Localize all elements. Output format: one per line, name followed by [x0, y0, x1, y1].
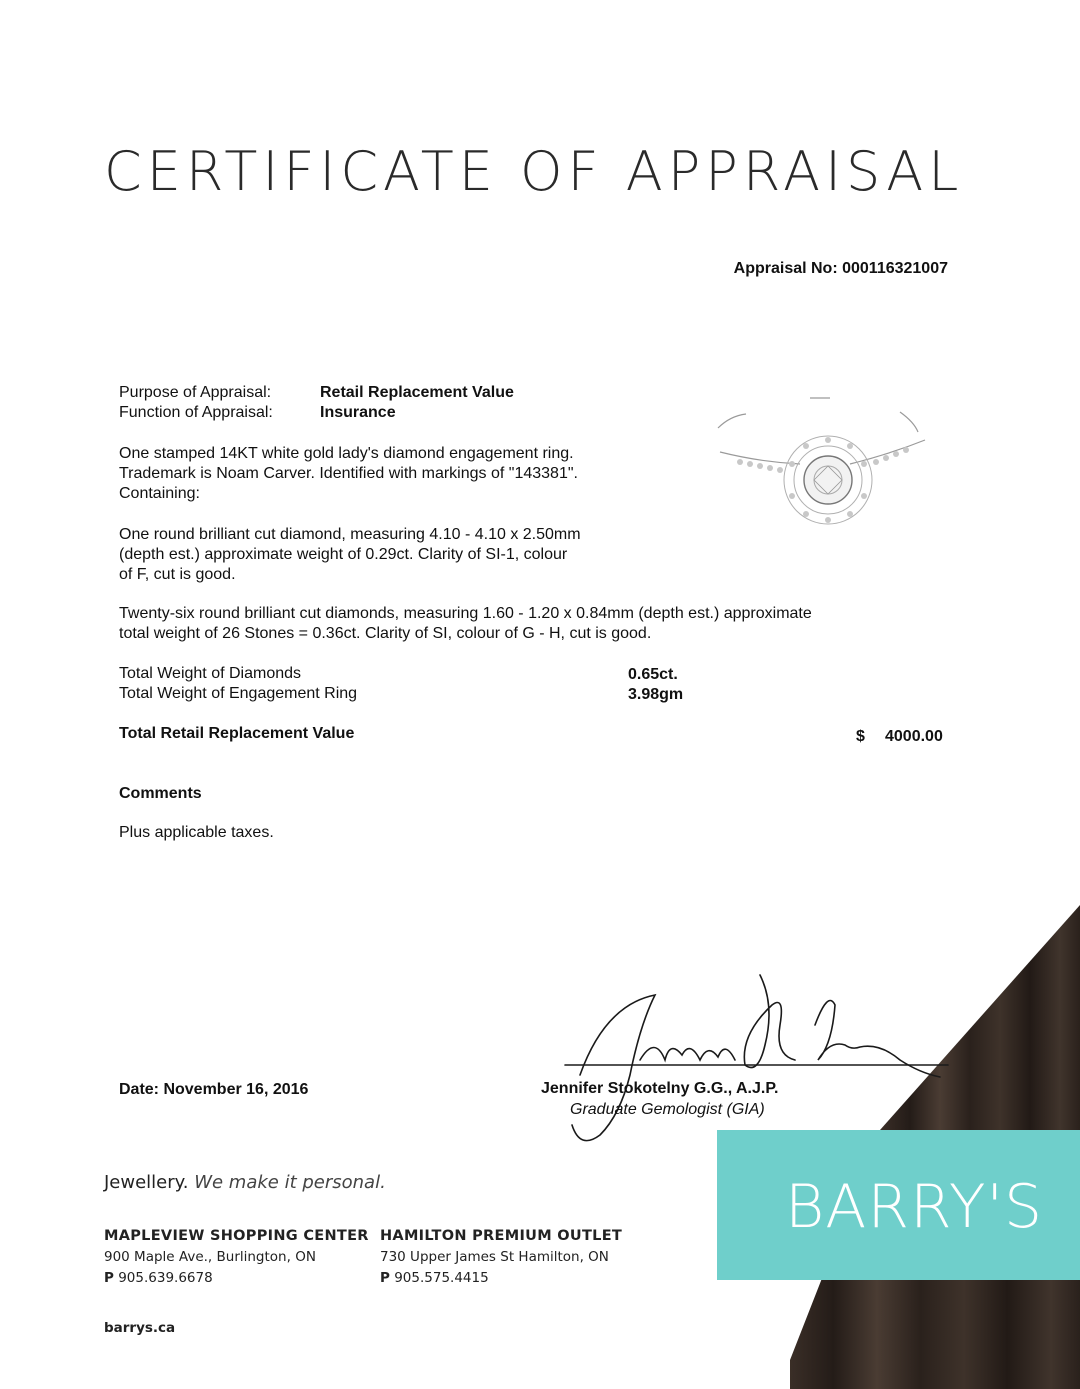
- purpose-label: Purpose of Appraisal:: [119, 384, 272, 401]
- function-value: Insurance: [320, 404, 396, 421]
- description-line: Containing:: [119, 485, 200, 502]
- store-name: MAPLEVIEW SHOPPING CENTER: [104, 1228, 369, 1244]
- phone-number: 905.575.4415: [394, 1270, 489, 1286]
- page-title: CERTIFICATE OF APPRAISAL: [104, 140, 964, 203]
- store-name: HAMILTON PREMIUM OUTLET: [380, 1228, 623, 1244]
- appraisal-date: Date: November 16, 2016: [119, 1081, 309, 1098]
- appraiser-title: Graduate Gemologist (GIA): [570, 1101, 765, 1118]
- purpose-value: Retail Replacement Value: [320, 384, 514, 401]
- phone-prefix: P: [380, 1270, 390, 1286]
- tagline-lead: Jewellery.: [104, 1172, 189, 1193]
- signature: [560, 965, 950, 1155]
- ring-weight-value: 3.98gm: [628, 686, 684, 703]
- tagline-rest: We make it personal.: [194, 1172, 386, 1193]
- ring-photo: [700, 392, 940, 562]
- brand-logo: BARRY'S: [785, 1172, 1044, 1242]
- store-hamilton: [380, 1226, 622, 1289]
- diamond-weight-value: 0.65ct.: [628, 666, 678, 683]
- side-stones-line: total weight of 26 Stones = 0.36ct. Clarity of SI, colour of G - H, cut is good.: [119, 625, 652, 642]
- ring-weight-label: Total Weight of Engagement Ring: [119, 685, 358, 702]
- retail-value-label: Total Retail Replacement Value: [119, 725, 355, 742]
- store-address: 900 Maple Ave., Burlington, ON: [104, 1249, 316, 1265]
- store-mapleview: [104, 1226, 369, 1289]
- diamond-weight-label: Total Weight of Diamonds: [119, 665, 302, 682]
- comments-heading: Comments: [119, 785, 202, 802]
- appraisal-number: Appraisal No: 000116321007: [733, 260, 948, 277]
- center-stone-line: of F, cut is good.: [119, 566, 236, 583]
- center-stone-line: (depth est.) approximate weight of 0.29ct. Clarity of SI-1, colour: [119, 546, 568, 563]
- phone-prefix: P: [104, 1270, 114, 1286]
- function-label: Function of Appraisal:: [119, 404, 273, 421]
- website-link[interactable]: barrys.ca: [104, 1320, 176, 1336]
- center-stone-line: One round brilliant cut diamond, measuring 4.10 - 4.10 x 2.50mm: [119, 526, 581, 543]
- phone-number: 905.639.6678: [118, 1270, 213, 1286]
- description: [119, 444, 578, 504]
- description-line: Trademark is Noam Carver. Identified with markings of "143381".: [119, 465, 578, 482]
- tagline: [104, 1172, 386, 1193]
- side-stones-description: [119, 604, 812, 644]
- description-line: One stamped 14KT white gold lady's diamond engagement ring.: [119, 445, 574, 462]
- appraiser-name: Jennifer Stokotelny G.G., A.J.P.: [541, 1080, 779, 1097]
- store-phone: [380, 1268, 622, 1289]
- store-phone: [104, 1268, 369, 1289]
- side-stones-line: Twenty-six round brilliant cut diamonds, measuring 1.60 - 1.20 x 0.84mm (depth est.) approximate: [119, 605, 812, 622]
- store-address: 730 Upper James St Hamilton, ON: [380, 1249, 609, 1265]
- currency-symbol: $: [856, 728, 865, 745]
- comments-text: Plus applicable taxes.: [119, 824, 274, 841]
- retail-value: 4000.00: [885, 728, 943, 745]
- center-stone-description: [119, 525, 581, 585]
